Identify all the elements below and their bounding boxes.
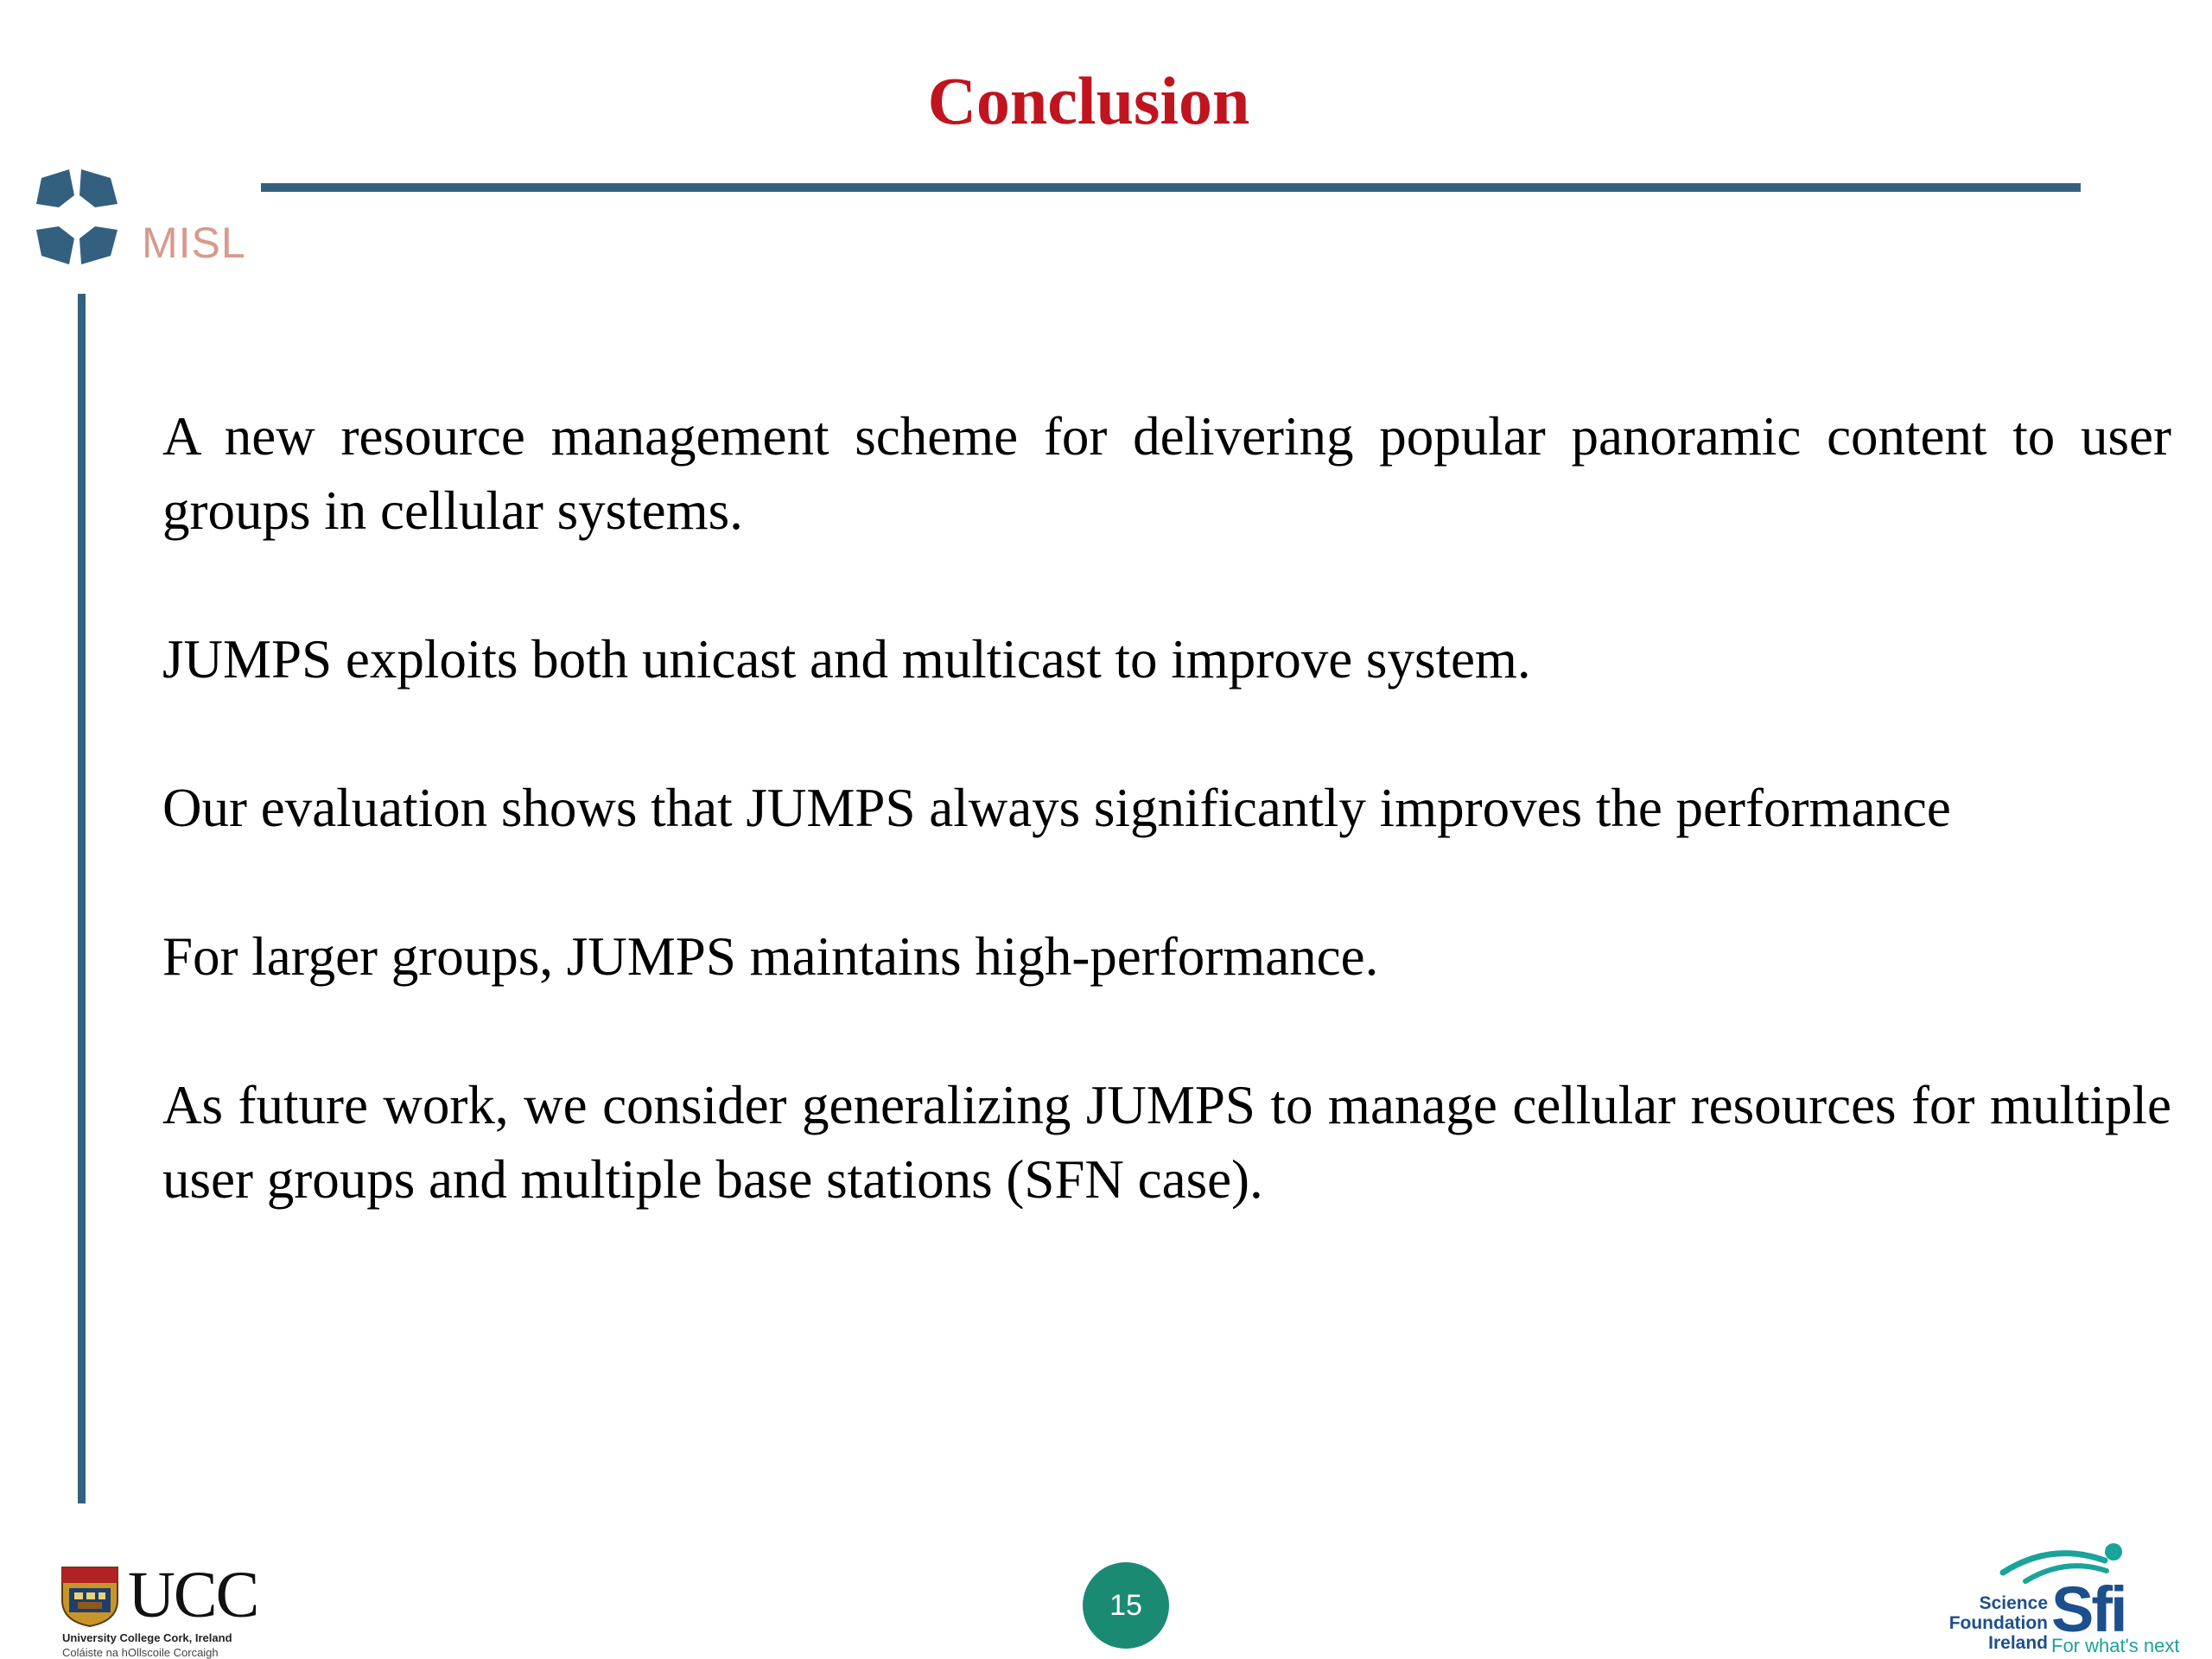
misl-emblem-icon <box>29 169 124 266</box>
sfi-name <box>1949 1593 2048 1653</box>
ucc-logo <box>60 1559 268 1659</box>
sfi-name-line: Ireland <box>1988 1633 2048 1653</box>
sfi-mark: Sfi <box>2051 1573 2126 1645</box>
sfi-logo <box>1936 1538 2195 1658</box>
left-vertical-rule <box>78 294 86 1503</box>
sfi-name-line: Science <box>1979 1593 2048 1613</box>
slide-title: Conclusion <box>927 63 1250 138</box>
page-number-badge: 15 <box>1083 1562 1169 1649</box>
conclusion-body <box>162 399 2171 1291</box>
misl-logo <box>29 169 254 273</box>
conclusion-paragraph: Our evaluation shows that JUMPS always significantly improves the performance <box>162 778 1951 838</box>
conclusion-paragraph: JUMPS exploits both unicast and multicast to improve system. <box>162 629 1531 690</box>
ucc-crest-icon <box>60 1566 119 1628</box>
ucc-subtitle: University College Cork, Ireland <box>62 1631 232 1644</box>
sfi-tagline: For what's next <box>2051 1635 2180 1656</box>
sfi-name-line: Foundation <box>1948 1613 2048 1633</box>
title-underline <box>261 183 2081 192</box>
conclusion-paragraph: A new resource management scheme for delivering popular panoramic content to user groups in cellular systems. <box>162 406 2171 541</box>
ucc-wordmark: UCC <box>128 1559 258 1631</box>
conclusion-paragraph: For larger groups, JUMPS maintains high-performance. <box>162 926 1379 987</box>
conclusion-paragraph: As future work, we consider generalizing JUMPS to manage cellular resources for multiple user groups and multiple base stations (SFN case). <box>162 1075 2171 1210</box>
ucc-subtitle-irish: Coláiste na hOllscoile Corcaigh <box>62 1646 219 1659</box>
misl-logo-text: MISL <box>142 219 246 267</box>
